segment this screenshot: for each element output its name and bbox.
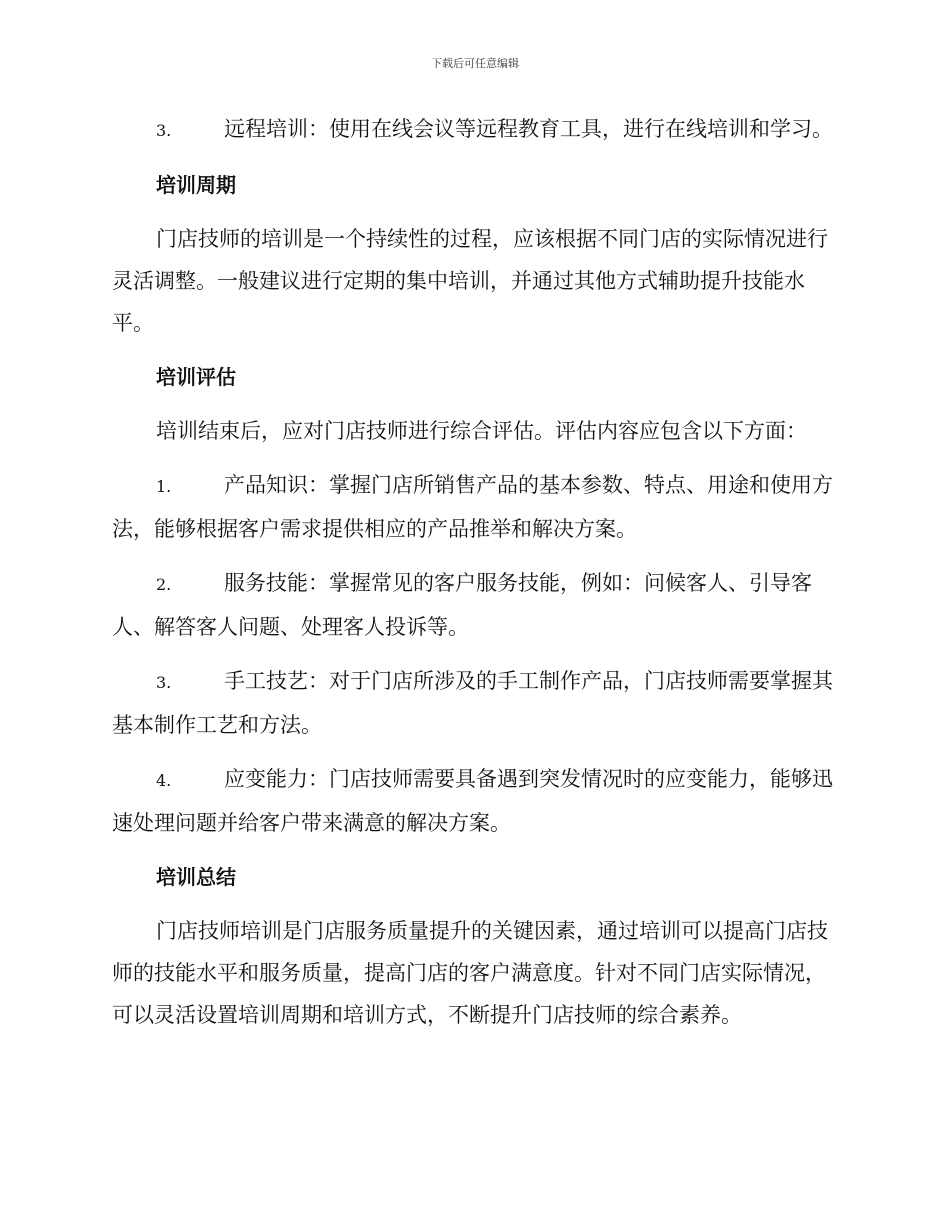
- paragraph: 门店技师的培训是一个持续性的过程，应该根据不同门店的实际情况进行灵活调整。一般建议进行定期的集中培训，并通过其他方式辅助提升技能水平。: [112, 227, 828, 335]
- list-number: 3.: [156, 121, 172, 140]
- list-text: 远程培训：使用在线会议等远程教育工具，进行在线培训和学习。: [224, 117, 833, 141]
- list-text: 产品知识：掌握门店所销售产品的基本参数、特点、用途和使用方法，能够根据客户需求提供相应的产品推举和解决方案。: [112, 473, 833, 541]
- section-heading: 培训评估: [156, 365, 236, 389]
- paragraph: 培训结束后，应对门店技师进行综合评估。评估内容应包含以下方面：: [156, 419, 807, 443]
- list-item: [112, 758, 834, 844]
- page-header: 下载后可任意编辑: [431, 57, 519, 70]
- list-text: 服务技能：掌握常见的客户服务技能，例如：问候客人、引导客人、解答客人问题、处理客人投诉等。: [112, 571, 812, 639]
- list-item: [112, 108, 834, 152]
- list-number: 4.: [156, 771, 172, 790]
- list-number: 3.: [156, 673, 172, 692]
- list-number: 2.: [156, 575, 172, 594]
- document-body: [112, 108, 834, 1048]
- list-item: [112, 464, 834, 550]
- list-text: 应变能力：门店技师需要具备遇到突发情况时的应变能力，能够迅速处理问题并给客户带来满意的解决方案。: [112, 767, 833, 835]
- section-heading: 培训总结: [156, 865, 236, 889]
- list-text: 手工技艺：对于门店所涉及的手工制作产品，门店技师需要掌握其基本制作工艺和方法。: [112, 669, 833, 737]
- list-number: 1.: [156, 477, 172, 496]
- section-heading: 培训周期: [156, 173, 236, 197]
- list-item: [112, 660, 834, 746]
- list-item: [112, 562, 834, 648]
- paragraph: 门店技师培训是门店服务质量提升的关键因素，通过培训可以提高门店技师的技能水平和服务质量，提高门店的客户满意度。针对不同门店实际情况，可以灵活设置培训周期和培训方式，不断提升门店技师的综合素养。: [112, 919, 828, 1027]
